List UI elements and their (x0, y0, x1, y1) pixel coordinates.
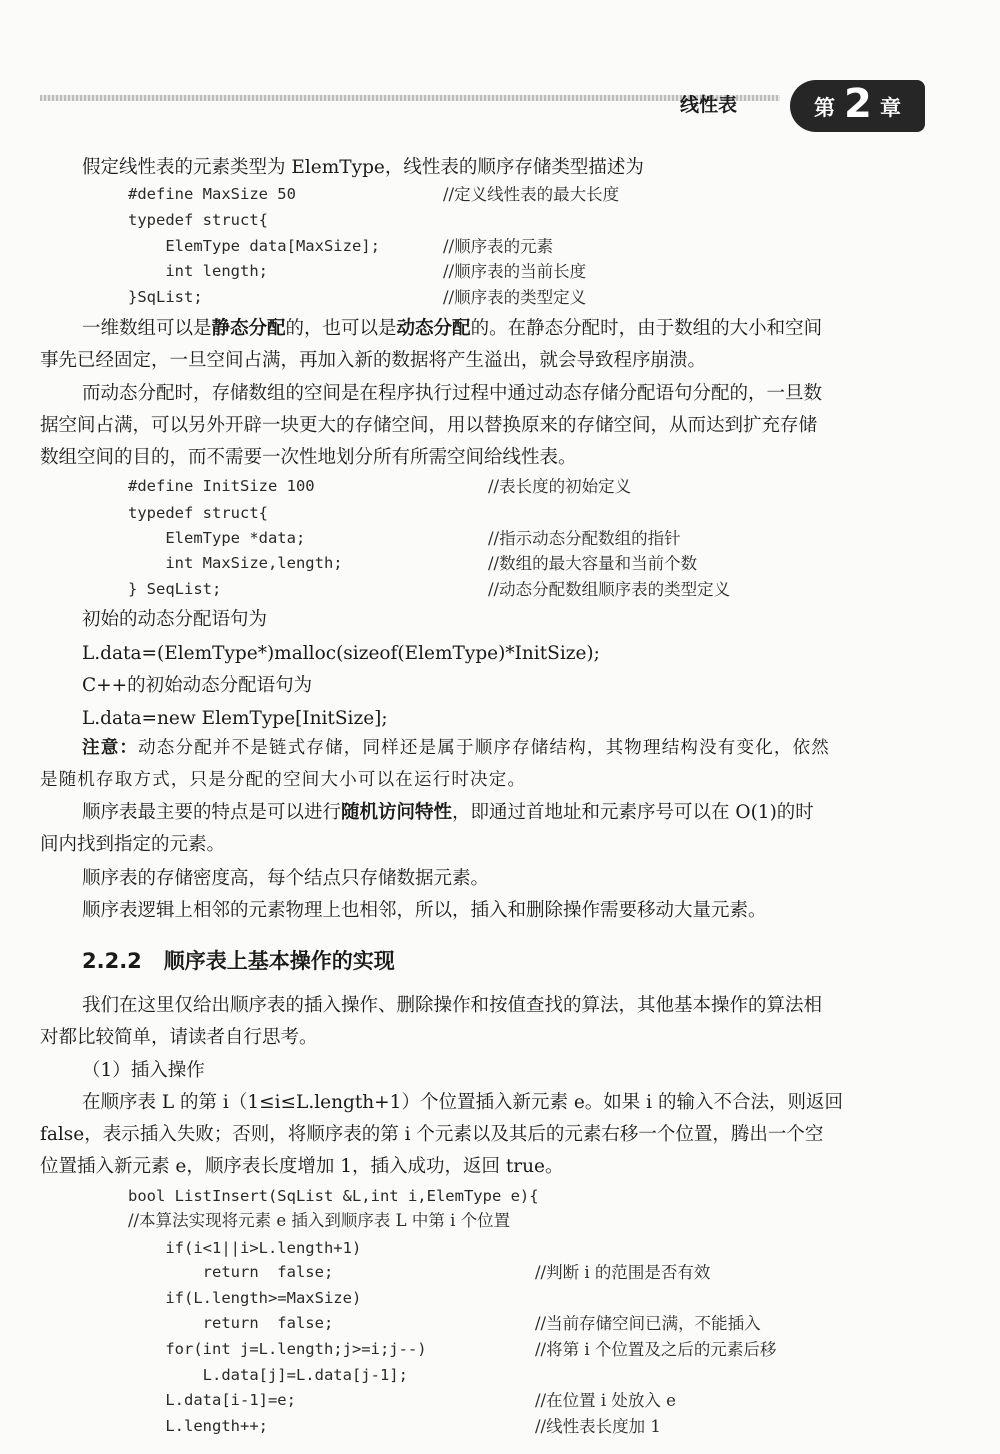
paragraph-line: 我们在这里仅给出顺序表的插入操作、删除操作和按值查找的算法，其他基本操作的算法相 (82, 995, 823, 1016)
code-line: typedef struct{ (128, 504, 268, 522)
code-comment: //动态分配数组顺序表的类型定义 (488, 580, 731, 599)
code-line: typedef struct{ (128, 211, 268, 229)
code-line: bool ListInsert(SqList &L,int i,ElemType e){ (128, 1187, 539, 1205)
code-comment: //定义线性表的最大长度 (443, 185, 620, 204)
code-line: int length; (128, 262, 268, 280)
paragraph-line: 数组空间的目的，而不需要一次性地划分所有所需空间给线性表。 (40, 447, 577, 468)
paragraph: 假定线性表的元素类型为 ElemType，线性表的顺序存储类型描述为 (82, 157, 644, 178)
code-comment: //当前存储空间已满，不能插入 (535, 1314, 761, 1333)
code-comment: //顺序表的当前长度 (443, 262, 587, 281)
statement: L.data=new ElemType[InitSize]; (82, 708, 388, 729)
code-line: #define MaxSize 50 (128, 185, 296, 203)
code-line: }SqList; (128, 288, 203, 306)
running-header-title: 线性表 (680, 94, 738, 116)
paragraph-line: 顺序表最主要的特点是可以进行随机访问特性，即通过首地址和元素序号可以在 O(1)的时 (82, 802, 814, 823)
subheading: （1）插入操作 (82, 1060, 205, 1081)
note-line: 是随机存取方式，只是分配的空间大小可以在运行时决定。 (40, 770, 527, 790)
section-title: 顺序表上基本操作的实现 (163, 949, 395, 973)
paragraph-line: 事先已经固定，一旦空间占满，再加入新的数据将产生溢出，就会导致程序崩溃。 (40, 350, 707, 371)
note-line: 注意：动态分配并不是链式存储，同样还是属于顺序存储结构，其物理结构没有变化，依然 (82, 738, 831, 758)
code-line: L.data[i-1]=e; (128, 1391, 296, 1409)
statement: L.data=(ElemType*)malloc(sizeof(ElemType)*InitSize); (82, 643, 600, 664)
note-label: 注意： (82, 738, 139, 758)
code-comment: //将第 i 个位置及之后的元素后移 (535, 1340, 777, 1359)
chapter-suffix: 章 (880, 96, 901, 120)
bold-term: 随机访问特性 (341, 802, 453, 823)
paragraph: 顺序表的存储密度高，每个结点只存储数据元素。 (82, 868, 490, 889)
code-line: ElemType data[MaxSize]; (128, 237, 380, 255)
paragraph-line: 间内找到指定的元素。 (40, 834, 226, 855)
chapter-prefix: 第 (814, 96, 835, 120)
code-line: ElemType *data; (128, 529, 306, 547)
chapter-tab (790, 80, 925, 132)
bold-term: 静态分配 (211, 318, 286, 339)
code-line: for(int j=L.length;j>=i;j--) (128, 1340, 427, 1358)
code-line: if(i<1||i>L.length+1) (128, 1239, 362, 1257)
paragraph-line: 位置插入新元素 e，顺序表长度增加 1，插入成功，返回 true。 (40, 1156, 564, 1177)
code-line: if(L.length>=MaxSize) (128, 1289, 362, 1307)
paragraph-line: 一维数组可以是静态分配的，也可以是动态分配的。在静态分配时，由于数组的大小和空间 (82, 318, 823, 339)
code-comment: //线性表长度加 1 (535, 1417, 661, 1436)
section-heading (82, 945, 395, 975)
paragraph-line: false，表示插入失败；否则，将顺序表的第 i 个元素以及其后的元素右移一个位置，腾出一个空 (40, 1124, 824, 1145)
code-line: int MaxSize,length; (128, 554, 343, 572)
code-comment: //判断 i 的范围是否有效 (535, 1263, 711, 1282)
paragraph-line: 在顺序表 L 的第 i（1≤i≤L.length+1）个位置插入新元素 e。如果 i 的输入不合法，则返回 (82, 1092, 843, 1113)
code-comment: //本算法实现将元素 e 插入到顺序表 L 中第 i 个位置 (128, 1211, 511, 1230)
section-number: 2.2.2 (82, 949, 142, 973)
code-line: L.data[j]=L.data[j-1]; (128, 1366, 408, 1384)
paragraph: C++的初始动态分配语句为 (82, 675, 313, 696)
paragraph-line: 据空间占满，可以另外开辟一块更大的存储空间，用以替换原来的存储空间，从而达到扩充存储 (40, 415, 818, 436)
code-line: } SeqList; (128, 580, 222, 598)
bold-term: 动态分配 (396, 318, 471, 339)
code-comment: //指示动态分配数组的指针 (488, 529, 681, 548)
paragraph: 顺序表逻辑上相邻的元素物理上也相邻，所以，插入和删除操作需要移动大量元素。 (82, 900, 767, 921)
code-comment: //在位置 i 处放入 e (535, 1391, 676, 1410)
code-line: #define InitSize 100 (128, 477, 315, 495)
code-comment: //顺序表的元素 (443, 237, 554, 256)
paragraph-line: 对都比较简单，请读者自行思考。 (40, 1027, 318, 1048)
code-line: L.length++; (128, 1417, 268, 1435)
header-rule (40, 95, 780, 101)
code-comment: //数组的最大容量和当前个数 (488, 554, 698, 573)
code-line: return false; (128, 1314, 334, 1332)
chapter-number: 2 (844, 81, 872, 127)
code-comment: //表长度的初始定义 (488, 477, 632, 496)
code-line: return false; (128, 1263, 334, 1281)
code-comment: //顺序表的类型定义 (443, 288, 587, 307)
paragraph-line: 而动态分配时，存储数组的空间是在程序执行过程中通过动态存储分配语句分配的，一旦数 (82, 383, 823, 404)
paragraph: 初始的动态分配语句为 (82, 609, 268, 630)
